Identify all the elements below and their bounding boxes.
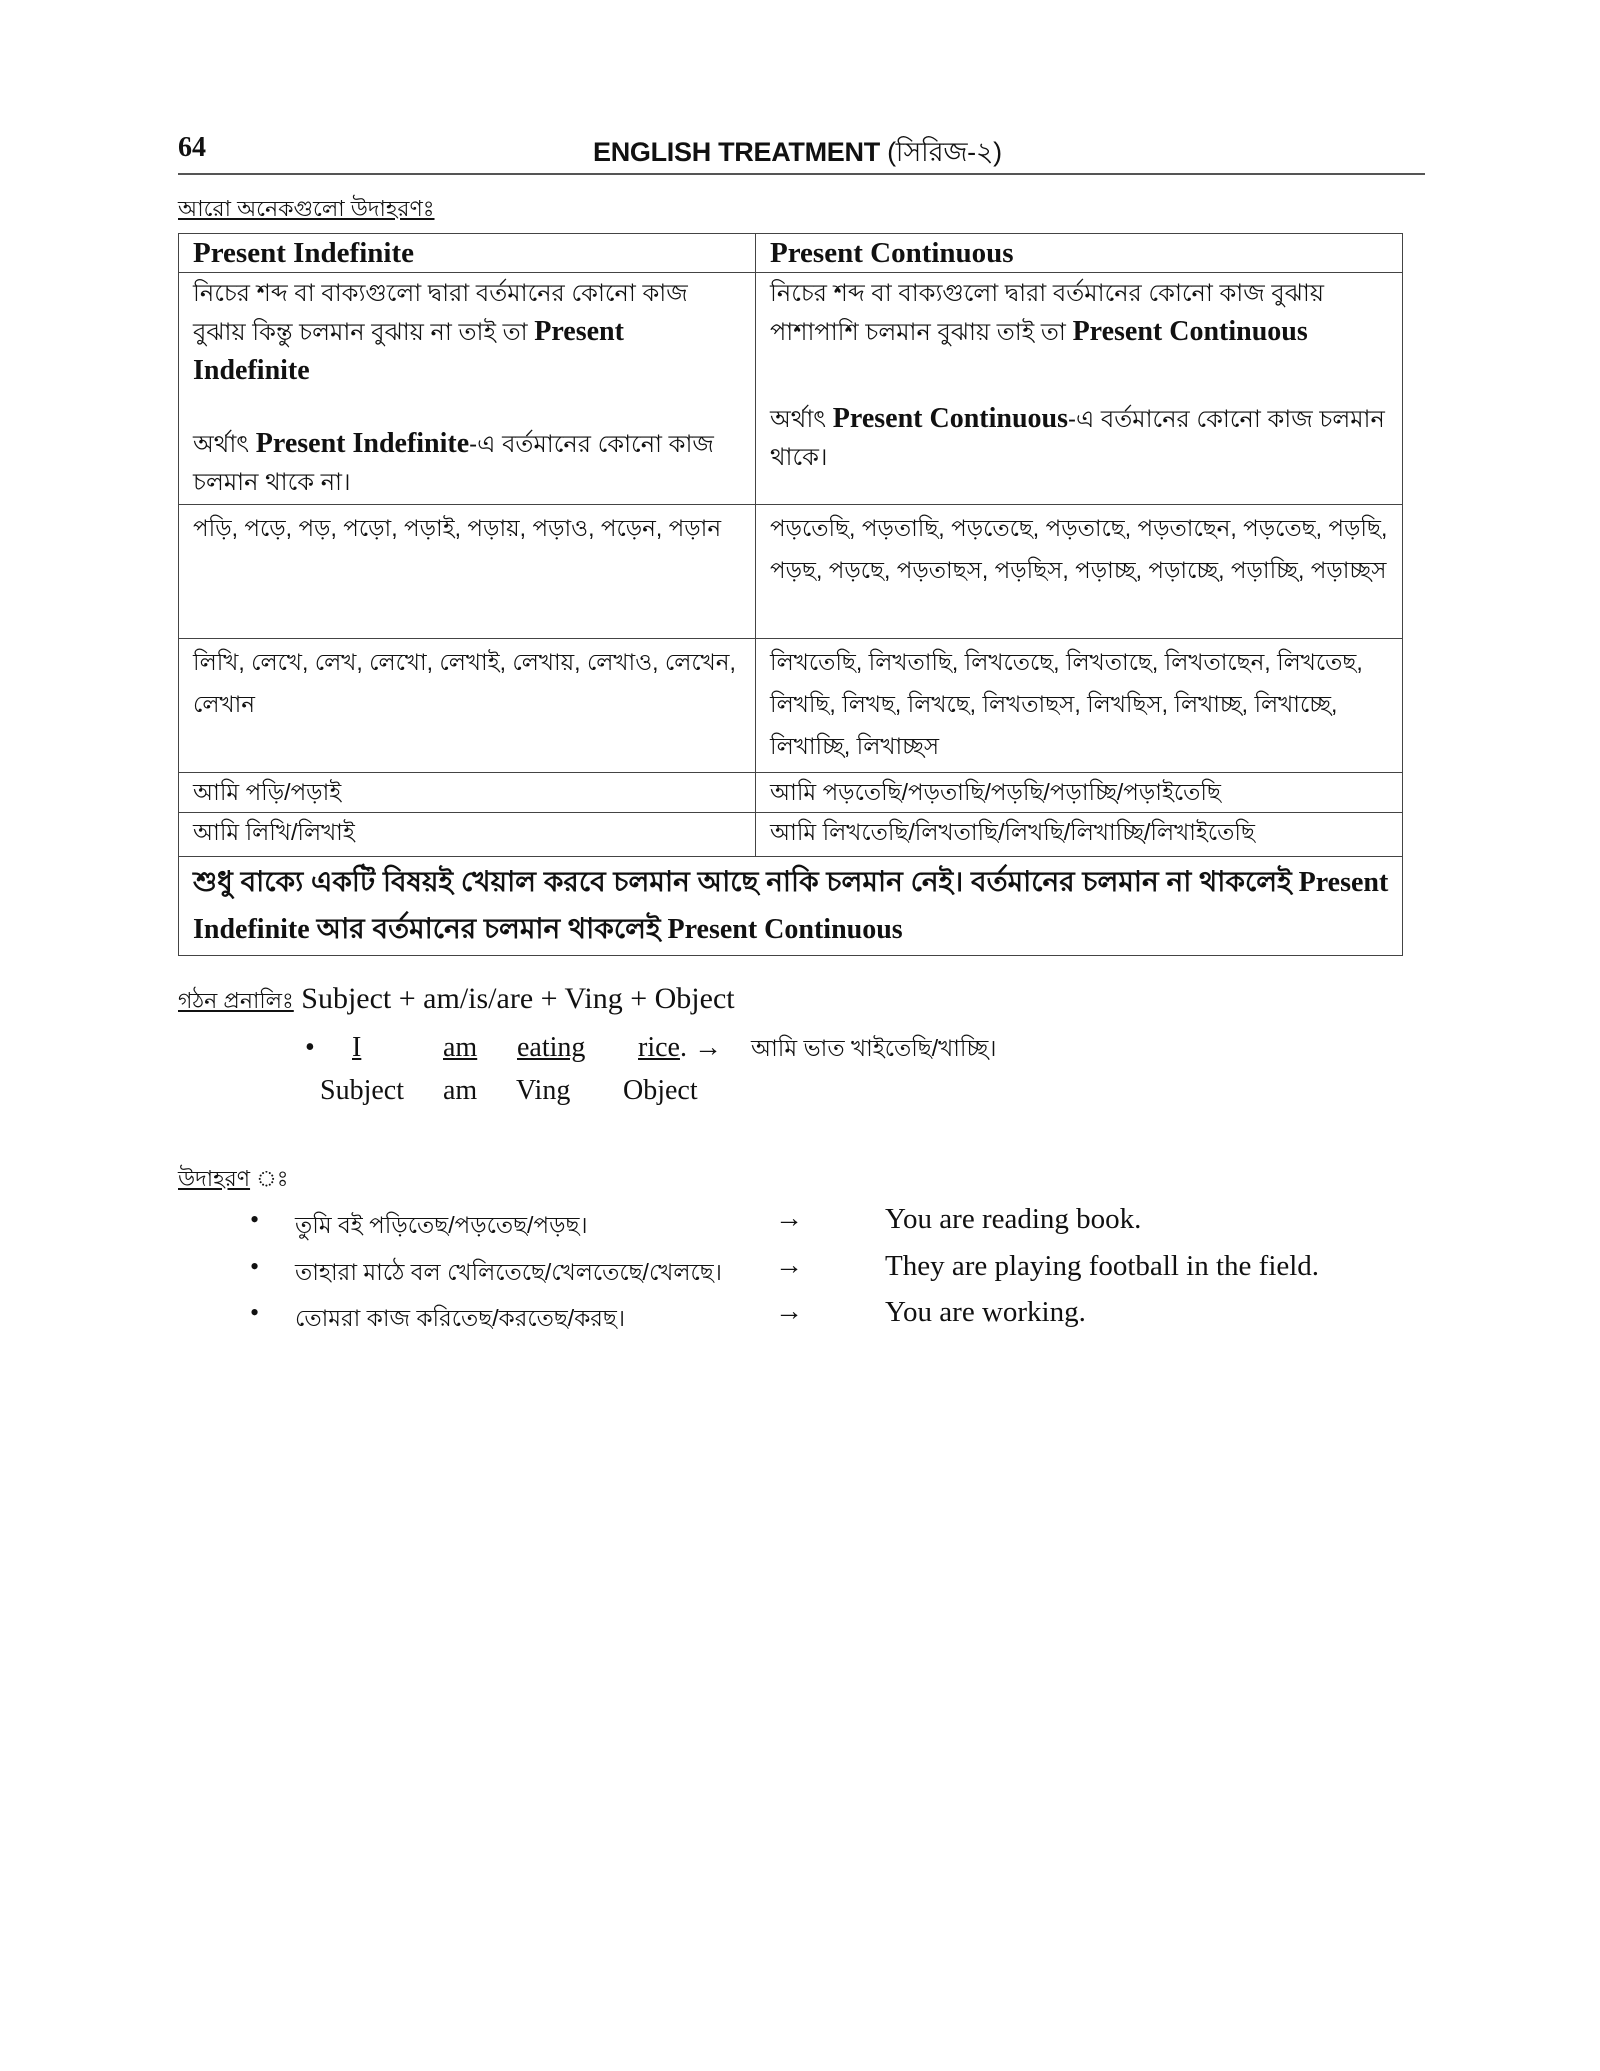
more-examples-heading: আরো অনেকগুলো উদাহরণঃ [178,196,435,221]
description-line [193,275,743,391]
description-indefinite [179,273,756,505]
tense-name: Present Indefinite [255,428,470,459]
examples-heading [178,1162,288,1199]
summary-text: আর বর্তমানের চলমান থাকলেই [316,913,661,944]
formula-line [178,982,735,1021]
gloss-ving: Ving [516,1075,571,1106]
sentence-indefinite: আমি লিখি/লিখাই [179,813,756,857]
summary-note [179,857,1403,956]
bullet: • [305,1032,315,1063]
description-text: -এ বর্তমানের কোনো কাজ চলমান থাকে। [770,406,1385,471]
bullet: • [250,1252,260,1281]
description-text: অর্থাৎ [770,406,827,433]
verb-forms-continuous: লিখতেছি, লিখতাছি, লিখতেছে, লিখতাছে, লিখতাছেন, লিখতেছ, লিখছি, লিখছ, লিখছে, লিখতাছস, লিখছিস, লিখাচ্ছ, লিখাচ্ছে, লিখাচ্ছি, লিখাচ্ছস [756,639,1403,773]
arrow-icon: → [775,1203,803,1234]
table-row [179,813,1403,857]
sentence-indefinite: আমি পড়ি/পড়াই [179,773,756,813]
sentence-continuous: আমি পড়তেছি/পড়তাছি/পড়ছি/পড়াচ্ছি/পড়াইতেছি [756,773,1403,813]
list-item [250,1252,1400,1292]
verb-forms-continuous: পড়তেছি, পড়তাছি, পড়তেছে, পড়তাছে, পড়তাছেন, পড়তেছ, পড়ছি, পড়ছ, পড়ছে, পড়তাছস, পড়ছিস, পড়াচ্ছ, পড়াচ্ছে, পড়াচ্ছি, পড়াচ্ছস [756,505,1403,639]
description-text: নিচের শব্দ বা বাক্যগুলো দ্বারা বর্তমানের কোনো কাজ বুঝায় কিন্তু চলমান বুঝায় না তাই তা [193,280,688,346]
tense-name: Present Indefinite [193,867,1389,945]
verb-forms-indefinite: লিখি, লেখে, লেখ, লেখো, লেখাই, লেখায়, লেখাও, লেখেন, লেখান [179,639,756,773]
description-row [179,273,1403,505]
series-label: (সিরিজ-২) [887,137,1002,167]
page-number: 64 [178,132,206,163]
example-translation: আমি ভাত খাইতেছি/খাচ্ছি। [750,1035,997,1061]
tense-name: Present Indefinite [193,316,624,386]
description-line [770,275,1390,352]
gloss-subject: Subject [320,1075,404,1106]
header-present-indefinite: Present Indefinite [179,234,756,273]
formula-structure: Subject + am/is/are + Ving + Object [301,982,735,1015]
example-english: They are playing football in the field. [885,1250,1320,1282]
example-english: You are reading book. [885,1203,1142,1235]
description-continuous [756,273,1403,505]
tense-name: Present Continuous [1072,316,1308,347]
header-present-continuous: Present Continuous [756,234,1403,273]
tense-name: Present Continuous [667,914,903,945]
comparison-table [178,233,1403,956]
example-bangla: তোমরা কাজ করিতেছ/করতেছ/করছ। [295,1305,626,1331]
example-word-verb: am [443,1032,478,1063]
description-text: অর্থাৎ [193,431,250,458]
example-bangla: তুমি বই পড়িতেছ/পড়তেছ/পড়ছ। [295,1212,588,1238]
examples-label: উদাহরণ [178,1166,251,1191]
description-text: নিচের শব্দ বা বাক্যগুলো দ্বারা বর্তমানের কোনো কাজ বুঝায় পাশাপাশি চলমান বুঝায় তাই তা [770,280,1325,346]
table-row [179,639,1403,773]
example-word-ving: eating [517,1032,586,1063]
description-line [193,425,743,502]
description-line [770,400,1390,477]
running-title [593,132,1002,177]
example-word-object: rice [638,1032,680,1063]
description-text: -এ বর্তমানের কোনো কাজ চলমান থাকে না। [193,431,714,496]
list-item [250,1298,1400,1338]
example-word-subject: I [352,1032,362,1063]
tense-name: Present Continuous [832,403,1068,434]
arrow-icon: → [693,1032,722,1063]
header-rule [178,173,1425,175]
list-item [250,1205,1400,1245]
book-title: ENGLISH TREATMENT [593,137,880,167]
bullet: • [250,1205,260,1234]
gloss-am: am [443,1075,478,1106]
formula-example [305,1030,997,1069]
formula-label: গঠন প্রনালি [178,988,294,1013]
summary-text: শুধু বাক্যে একটি বিষয়ই খেয়াল করবে চলমান আছে নাকি চলমান নেই। বর্তমানের চলমান না থাকলেই [193,866,1292,897]
example-bangla: তাহারা মাঠে বল খেলিতেছে/খেলতেছে/খেলছে। [295,1259,722,1285]
summary-row [179,857,1403,956]
table-row [179,773,1403,813]
gloss-object: Object [623,1075,698,1106]
table-header-row [179,234,1403,273]
sentence-continuous: আমি লিখতেছি/লিখতাছি/লিখছি/লিখাচ্ছি/লিখাইতেছি [756,813,1403,857]
formula-gloss [320,1075,698,1107]
period: . [679,1032,687,1063]
verb-forms-indefinite: পড়ি, পড়ে, পড়, পড়ো, পড়াই, পড়ায়, পড়াও, পড়েন, পড়ান [179,505,756,639]
arrow-icon: → [775,1250,803,1281]
table-row [179,505,1403,639]
arrow-icon: → [775,1296,803,1327]
example-english: You are working. [885,1296,1086,1328]
bullet: • [250,1298,260,1327]
